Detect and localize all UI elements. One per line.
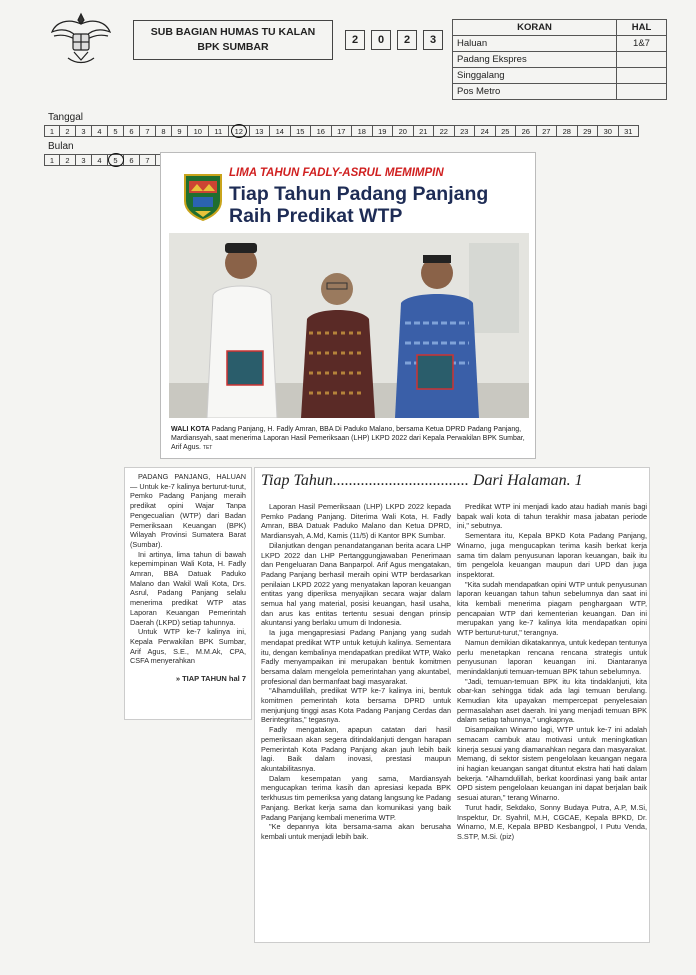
year-digit: 3 xyxy=(423,30,443,50)
day-cell: 19 xyxy=(373,125,394,137)
continuation-column-1 xyxy=(261,502,451,842)
newspaper-table xyxy=(452,19,667,100)
front-page-column xyxy=(124,467,252,720)
day-cell: 8 xyxy=(156,125,172,137)
table-row xyxy=(453,68,667,84)
day-cell: 10 xyxy=(188,125,209,137)
selected-day-circle xyxy=(231,124,247,138)
month-cell: 2 xyxy=(60,154,76,166)
koran-name: Padang Ekspres xyxy=(453,52,617,68)
day-cell: 1 xyxy=(44,125,60,137)
month-cell: 5 xyxy=(108,154,124,166)
paragraph: Laporan Hasil Pemeriksaan (LHP) LKPD 2022 kepada Pemko Padang Panjang. Diterima Wali Kota, H. Fadly Amran, BBA Datuak Paduko Malano dan Ketua DPRD, Mardiansyah, A.Md, Kamis (11/5) di Kantor BPK Sumbar. xyxy=(261,502,451,541)
article-photo xyxy=(169,233,529,418)
day-cell: 29 xyxy=(578,125,599,137)
continuation-card xyxy=(254,467,650,943)
day-cell: 11 xyxy=(209,125,230,137)
paragraph: Namun demikian dikatakannya, untuk kedepan tentunya perlu menetapkan rencana rencana strategis untuk penyusunan laporan keuangan ini. Diantaranya menindaklanjuti temuan-temuan BPK tahun sebelumnya. xyxy=(457,637,647,676)
day-cell: 18 xyxy=(352,125,373,137)
paragraph: PADANG PANJANG, HALUAN — Untuk ke-7 kalinya berturut-turut, Pemko Padang Panjang meraih predikat opini Wajar Tanpa Pengecualian (WTP) dari Badan Pemeriksaan Keuangan (BPK) Wilayah Provinsi Sumatera Barat (Sumbar). xyxy=(130,472,246,549)
table-row xyxy=(453,36,667,52)
koran-name: Singgalang xyxy=(453,68,617,84)
paragraph: Dilanjutkan dengan penandatanganan berita acara LHP LKPD 2022 dan LHP Pertanggungjawaban Penerimaan dan Pengeluaran Dana Banparpol. Arif Agus mengatakan, Padang Panjang berhasil meraih opini WTP berdasarkan penilaian LKPD 2022 yang menyatakan laporan keuangan entitas yang diperiksa menyajikan secara wajar dalam semua hal yang material, posisi keuangan, hasil usaha, dan arus kas entitas tertentu sesuai dengan prinsip akuntansi yang berlaku umum di Indonesia. xyxy=(261,540,451,628)
day-cell: 23 xyxy=(455,125,476,137)
day-cell: 24 xyxy=(475,125,496,137)
year-digit: 2 xyxy=(397,30,417,50)
paragraph: "Ke depannya kita bersama-sama akan berusaha kembali untuk menjadi lebih baik. xyxy=(261,822,451,841)
paragraph: "Alhamdulillah, predikat WTP ke-7 kalinya ini, bentuk komitmen pemerintah kota bersama DPRD untuk menjunjung tinggi asas Kota Padang Panjang Cerdas dan Berintegritas," tegasnya. xyxy=(261,686,451,725)
koran-hal xyxy=(617,84,667,100)
day-cell: 17 xyxy=(332,125,353,137)
day-cell: 25 xyxy=(496,125,517,137)
office-label-box xyxy=(133,20,333,60)
day-cell: 13 xyxy=(250,125,271,137)
paragraph: Sementara itu, Kepala BPKD Kota Padang Panjang, Winarno, juga mengucapkan terima kasih berkat kerja sama tim dalam penyusunan laporan keuangan, baik itu tim pengelola keuangan maupun dari UPD dan juga inspektorat. xyxy=(457,531,647,579)
caption-body: Padang Panjang, H. Fadly Amran, BBA Di Paduko Malano, bersama Ketua DPRD Padang Panjang, Mardiansyah, saat menerima Laporan Hasil Pemeriksaan (LHP) LKPD 2022 dari Kepala Perwakilan BPK Sumbar, Arif Agus. xyxy=(171,426,525,452)
office-line-1: SUB BAGIAN HUMAS TU KALAN xyxy=(150,25,316,38)
article-kicker: LIMA TAHUN FADLY-ASRUL MEMIMPIN xyxy=(229,167,444,179)
caption-credit: TET xyxy=(202,445,213,452)
day-cell: 20 xyxy=(393,125,414,137)
paragraph: Predikat WTP ini menjadi kado atau hadiah manis bagi bapak wali kota di tahun terakhir masa jabatan periode ini," sebutnya. xyxy=(457,502,647,531)
day-cell: 2 xyxy=(60,125,76,137)
day-cell: 27 xyxy=(537,125,558,137)
month-cell: 3 xyxy=(76,154,92,166)
office-line-2: BPK SUMBAR xyxy=(197,41,269,53)
paragraph: Fadly mengatakan, apapun catatan dari hasil pemeriksaan akan segera ditindaklanjuti dengan harapan Pemerintah Kota Padang Panjang akan jauh lebih baik lagi. Baik dalam inovasi, prestasi maupun akuntabilitasnya. xyxy=(261,725,451,773)
jump-label: » TIAP TAHUN hal 7 xyxy=(175,674,246,684)
day-cell: 9 xyxy=(172,125,188,137)
article-headline xyxy=(229,183,488,228)
koran-hal xyxy=(617,52,667,68)
paragraph: Dalam kesempatan yang sama, Mardiansyah mengucapkan terima kasih dan apresiasi kepada BPK terkhusus tim pemeriksa yang datang langsung ke Padang Panjang. Berkat kerja sama dan komunikasi yang baik Padang Panjang kembali menerima WTP. xyxy=(261,773,451,822)
bulan-label: Bulan xyxy=(48,141,74,152)
koran-name: Pos Metro xyxy=(453,84,617,100)
selected-month-circle xyxy=(108,153,124,167)
headline-line-1: Tiap Tahun Padang Panjang xyxy=(229,183,489,205)
day-cell: 6 xyxy=(124,125,140,137)
paragraph: Untuk WTP ke-7 kalinya ini, Kepala Perwakilan BPK Sumbar, Arif Agus, S.E., M.M.Ak, CPA, CSFA menyerahkan xyxy=(130,627,246,666)
continuation-title: Tiap Tahun.................................. Dari Halaman. 1 xyxy=(261,472,583,489)
day-cell: 16 xyxy=(311,125,332,137)
koran-name: Haluan xyxy=(453,36,617,52)
day-cell: 28 xyxy=(557,125,578,137)
hal-header: HAL xyxy=(617,20,667,36)
month-cell: 4 xyxy=(92,154,108,166)
photo-caption xyxy=(171,425,527,452)
month-cell: 1 xyxy=(44,154,60,166)
paragraph: Ia juga mengapresiasi Padang Panjang yang sudah mendapat predikat WTP untuk ketujuh kalinya. Sementara itu, dengan kembalinya mendapatkan predikat WTP, Wako Fadly menyampaikan ini merupakan bentuk komitmen bersama dalam mengelola pemerintahan yang akuntabel, profesional dan bermanfaat bagi masyarakat. xyxy=(261,628,451,686)
day-cell: 30 xyxy=(598,125,619,137)
day-cell: 26 xyxy=(516,125,537,137)
table-row xyxy=(453,84,667,100)
koran-header: KORAN xyxy=(453,20,617,36)
paragraph: "Jadi, temuan-temuan BPK itu kita tindaklanjuti, kita obar-kan sehingga tidak ada lagi temuan berulang. Kemudian kita upayakan mempercepat penyelesaian permasalahan aset daerah. Ini yang menjadi temuan BPK dalam setiap tahunnya," ungkapnya. xyxy=(457,676,647,725)
koran-hal xyxy=(617,68,667,84)
day-cell: 7 xyxy=(140,125,156,137)
headline-line-2: Raih Predikat WTP xyxy=(229,205,403,228)
year-boxes xyxy=(345,30,449,50)
table-row xyxy=(453,52,667,68)
paragraph: Disampaikan Winarno lagi, WTP untuk ke-7 ini adalah semacam cambuk atau motivasi untuk meningkatkan kinerja sesuai yang diamanahkan negara dan masyarakat. Memang, di sektor sistem pengelolaan keuangan negara ini hagian keuangan sangat dituntut ekstra hati hati dalam bekerja. "Alhamdulillah, berkat koordinasi yang baik antar OPD sistem pengelolaan keuangan ini dapat berjalan baik sesuai aturan," terang Winarno. xyxy=(457,725,647,803)
caption-lead: WALI KOTA xyxy=(171,426,210,433)
day-cell: 14 xyxy=(270,125,291,137)
paragraph: Turut hadir, Sekdako, Sonny Budaya Putra, A.P, M.Si, Inspektur, Dr. Syahril, M.H, CGCAE, Kepala BPKD, Dr. Winarno, M.E, Kepala BPBD Kesbangpol, I Putu Venda, S.STP, M.Si. (piz) xyxy=(457,802,647,841)
day-cell: 31 xyxy=(619,125,640,137)
day-cell: 3 xyxy=(76,125,92,137)
koran-hal: 1&7 xyxy=(617,36,667,52)
article-photo-card xyxy=(160,152,536,459)
paragraph: Ini artinya, lima tahun di bawah kepemimpinan Wali Kota, H. Fadly Amran, BBA Datuak Paduko Malano dan Wakil Wali Kota, Drs. Asrul, Padang Panjang selalu menerima predikat WTP atas Laporan Keuangan Pemerintah Daerah (LKPD) setiap tahunnya. xyxy=(130,549,246,627)
month-cell: 6 xyxy=(124,154,140,166)
day-cell: 22 xyxy=(434,125,455,137)
day-grid xyxy=(44,125,639,137)
tanggal-label: Tanggal xyxy=(48,112,84,123)
garuda-emblem-icon xyxy=(48,8,114,68)
day-cell: 12 xyxy=(229,125,250,137)
day-cell: 15 xyxy=(291,125,312,137)
continuation-column-2 xyxy=(457,502,647,842)
year-digit: 0 xyxy=(371,30,391,50)
day-cell: 21 xyxy=(414,125,435,137)
paragraph: "Kita sudah mendapatkan opini WTP untuk penyusunan laporan keuangan tahun tahun sebelumnya dan saat ini kita kembali menerima piagam penghargaan WTP, pencapaian WTP dari kementerian keuangan. Dan ini merupakan yang ke-7 kalinya kita mendapatkan opini WTP berturut-turut," terangnya. xyxy=(457,579,647,638)
city-emblem-icon xyxy=(183,171,223,221)
day-cell: 5 xyxy=(108,125,124,137)
year-digit: 2 xyxy=(345,30,365,50)
month-cell: 7 xyxy=(140,154,156,166)
day-cell: 4 xyxy=(92,125,108,137)
